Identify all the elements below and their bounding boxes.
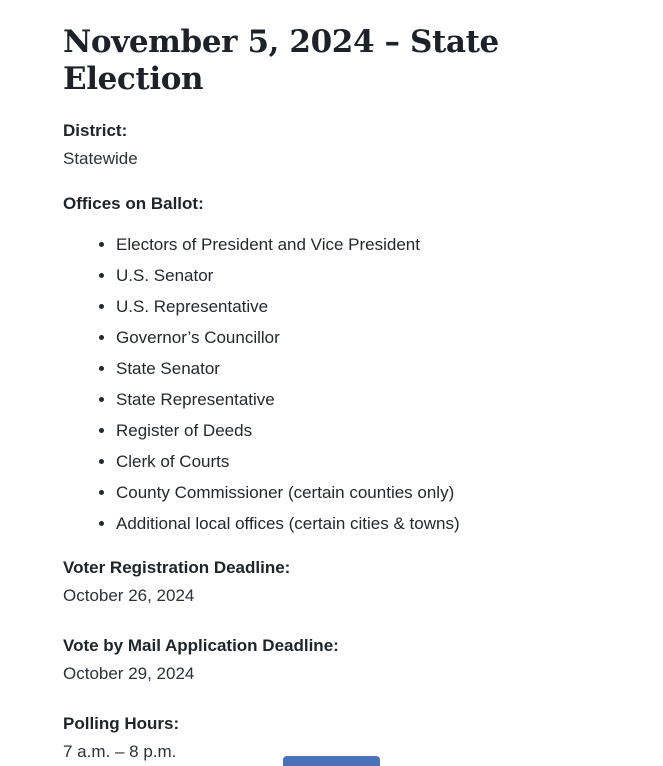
- district-label: District:: [63, 121, 128, 141]
- list-item-office: • Clerk of Courts: [116, 446, 623, 477]
- offices-field: [63, 190, 623, 218]
- registration-deadline-label: Voter Registration Deadline:: [63, 558, 291, 578]
- list-item-office: • U.S. Representative: [116, 291, 623, 322]
- mail-application-deadline-label: Vote by Mail Application Deadline:: [63, 636, 339, 656]
- polling-hours-value: 7 a.m. – 8 p.m.: [63, 742, 177, 762]
- offices-list: [63, 229, 623, 539]
- list-item-office: • Register of Deeds: [116, 415, 623, 446]
- mail-application-deadline-value: October 29, 2024: [63, 664, 195, 684]
- list-item-office: • U.S. Senator: [116, 260, 623, 291]
- polling-hours-label: Polling Hours:: [63, 714, 180, 734]
- mail-application-deadline-field: [63, 632, 623, 688]
- district-value: Statewide: [63, 149, 138, 169]
- registration-deadline-value: October 26, 2024: [63, 586, 195, 606]
- district-field: [63, 117, 623, 173]
- list-item-office: • State Representative: [116, 384, 623, 415]
- list-item-office: • Governor’s Councillor: [116, 322, 623, 353]
- list-item-office: • Electors of President and Vice President: [116, 229, 623, 260]
- list-item-office: • County Commissioner (certain counties only): [116, 477, 623, 508]
- feedback-button-partial[interactable]: [283, 756, 380, 766]
- offices-label: Offices on Ballot:: [63, 194, 204, 214]
- page-title: November 5, 2024 – State Election: [63, 24, 499, 98]
- list-item-office: • State Senator: [116, 353, 623, 384]
- registration-deadline-field: [63, 554, 623, 610]
- list-item-office: • Additional local offices (certain cities & towns): [116, 508, 623, 539]
